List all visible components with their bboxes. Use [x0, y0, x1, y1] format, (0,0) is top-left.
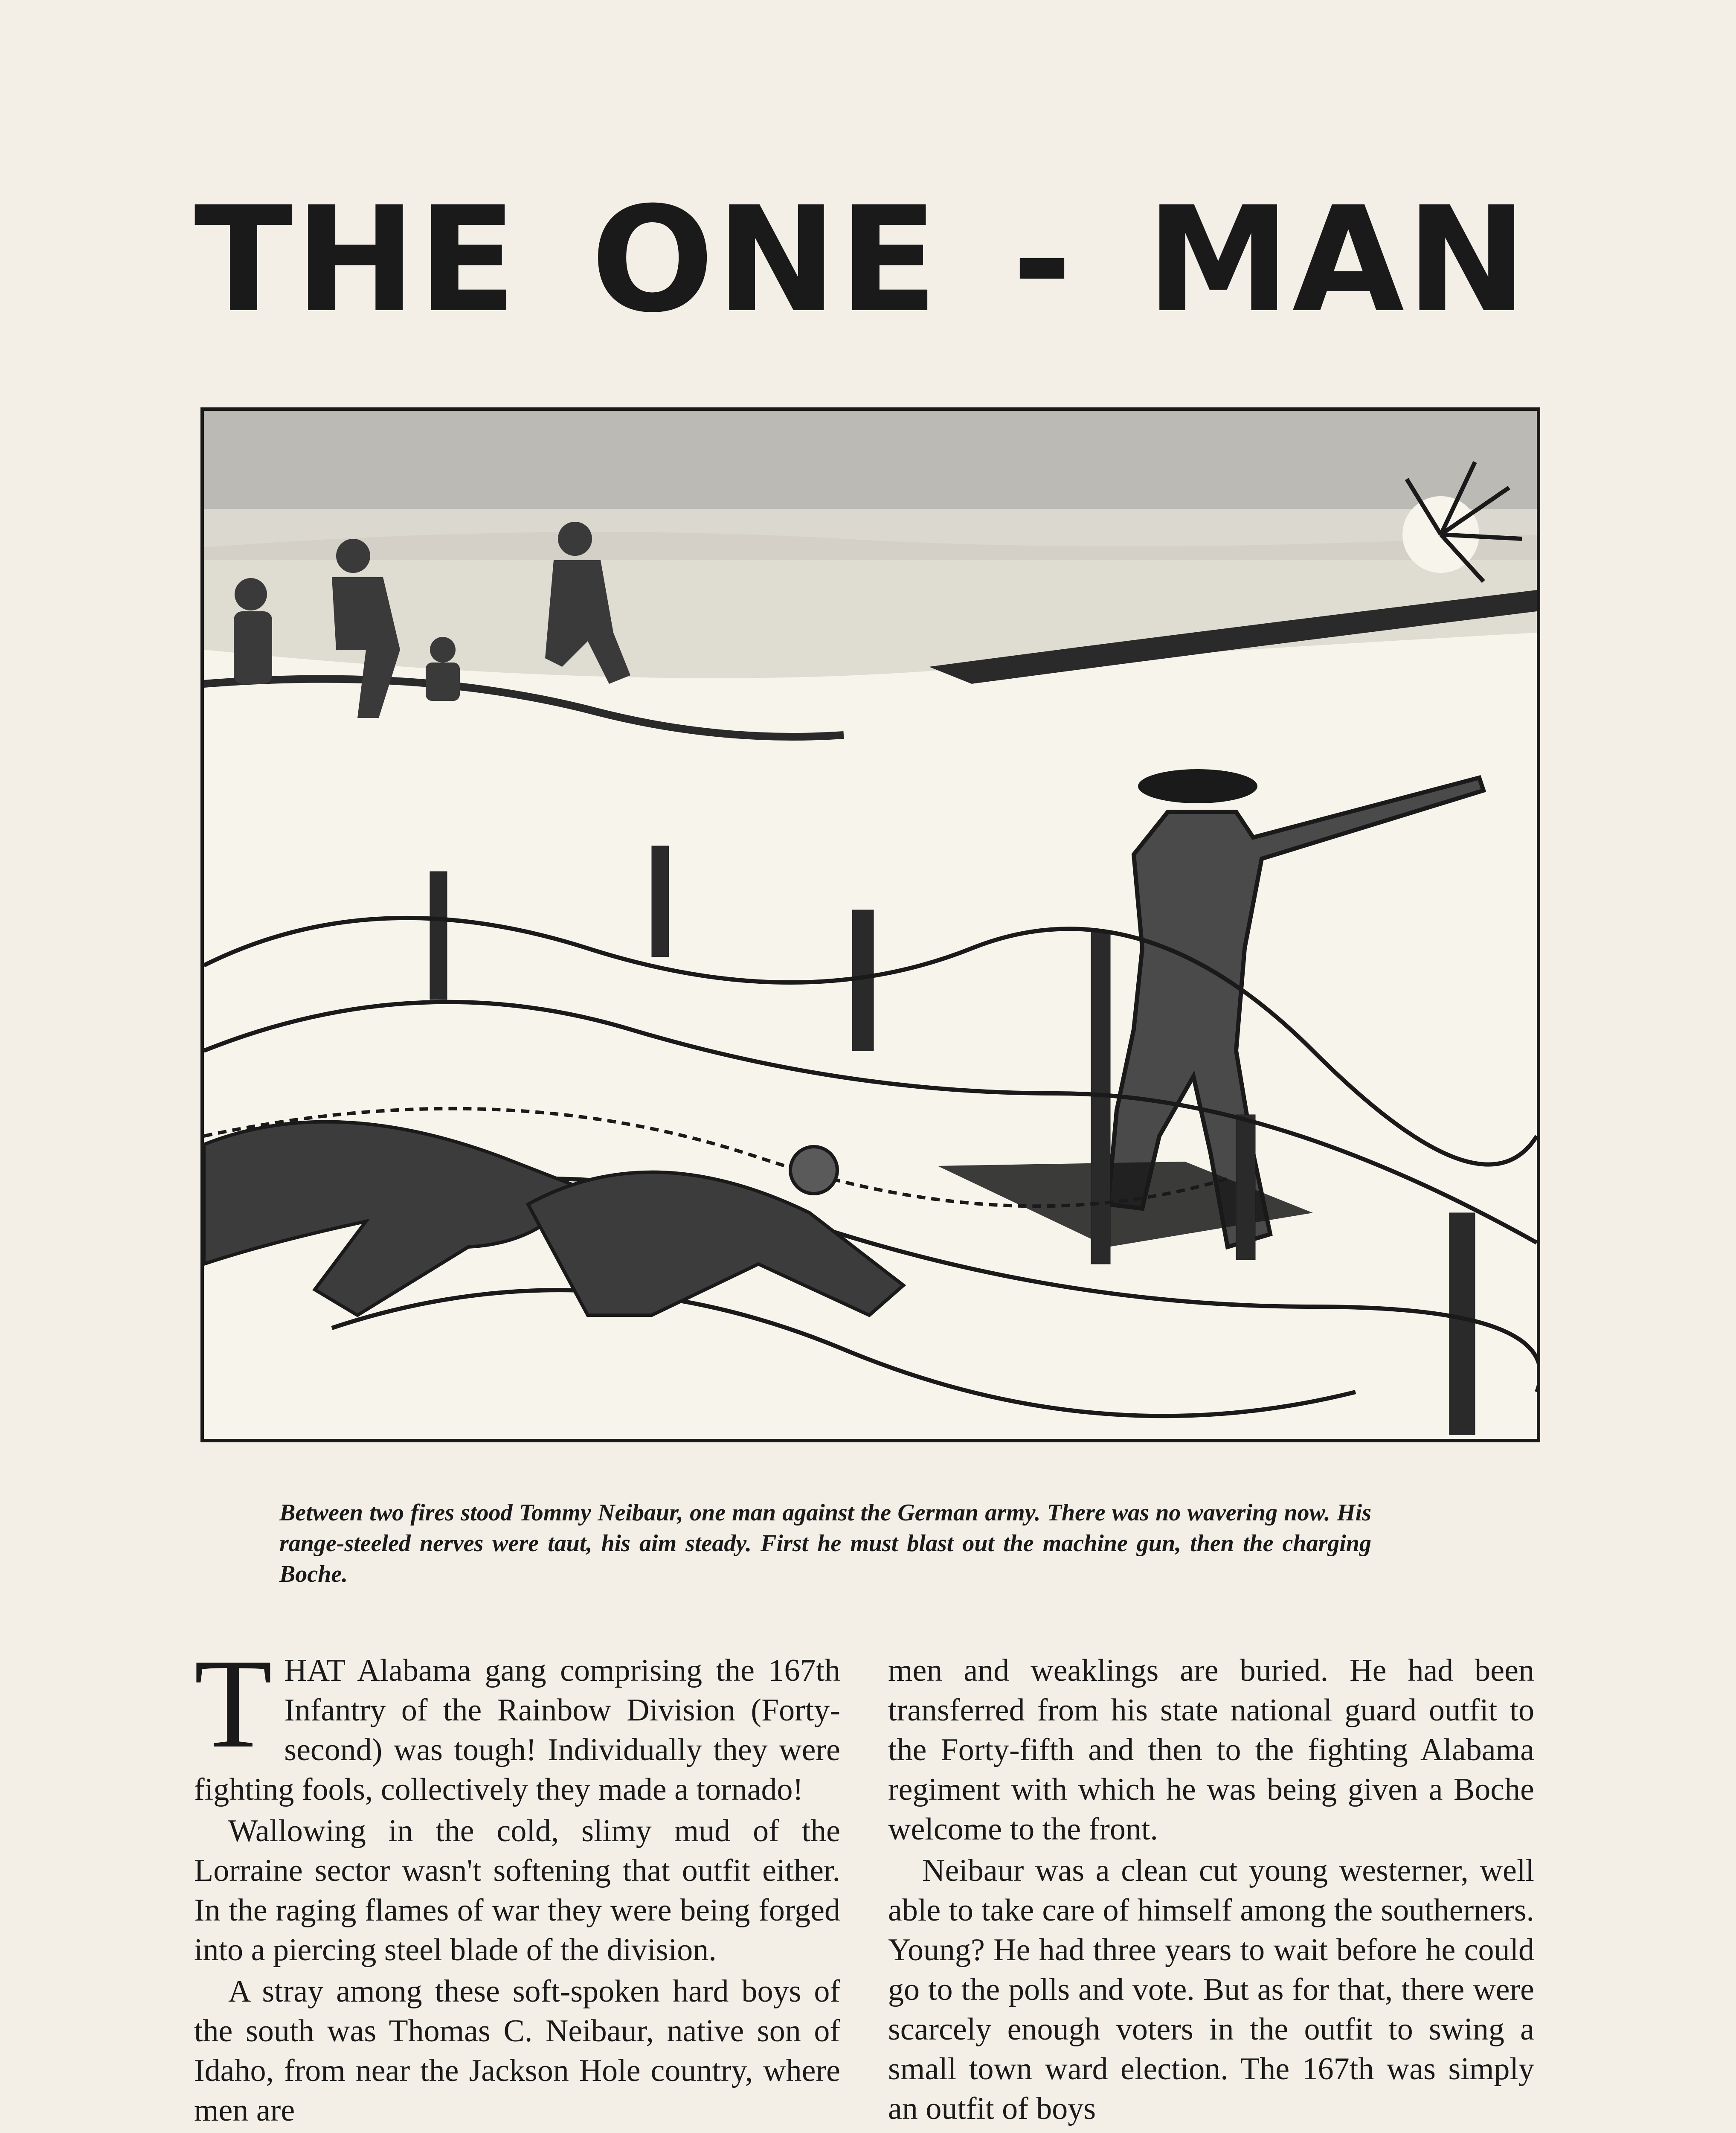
- illustration-caption: Between two fires stood Tommy Neibaur, one man against the German army. There was no wavering now. His range-steeled nerves were taut, his aim steady. First he must blast out the machine gun, then the charging Boche.: [279, 1499, 1371, 1587]
- article-paragraph: Wallowing in the cold, slimy mud of the Lorraine sector wasn't softening that outfit either. In the raging flames of war they were being forged into a piercing steel blade of the division.: [194, 1813, 840, 1967]
- article-paragraph: men and weaklings are buried. He had been transferred from his state national guard outfit to the Forty-fifth and then to the fighting Alabama regiment with which he was being given a Boche welcome to the front.: [888, 1653, 1534, 1847]
- battle-illustration: [200, 407, 1540, 1442]
- article-column-right: [888, 1651, 1534, 2129]
- article-paragraph: Neibaur was a clean cut young westerner, well able to take care of himself among the southerners. Young? He had three years to wait before he could go to the polls and vote. But as for that, there were scarcely enough voters in the outfit to swing a small town ward election. The 167th was simply an outfit of boys: [888, 1853, 1534, 2126]
- article-column-left: [194, 1633, 840, 2130]
- article-paragraph: A stray among these soft-spoken hard boys of the south was Thomas C. Neibaur, native son of Idaho, from near the Jackson Hole country, where men are: [194, 1974, 840, 2128]
- battle-scene-drawing: [204, 411, 1537, 1439]
- article-paragraph: HAT Alabama gang comprising the 167th Infantry of the Rainbow Division (Forty-second) was tough! Individually they were fighting fools, collectively they made a tornado!: [194, 1653, 840, 1807]
- fallen-soldiers: [204, 1122, 903, 1315]
- page-title: THE ONE - MAN: [194, 176, 1529, 345]
- drop-cap: T: [194, 1633, 273, 1774]
